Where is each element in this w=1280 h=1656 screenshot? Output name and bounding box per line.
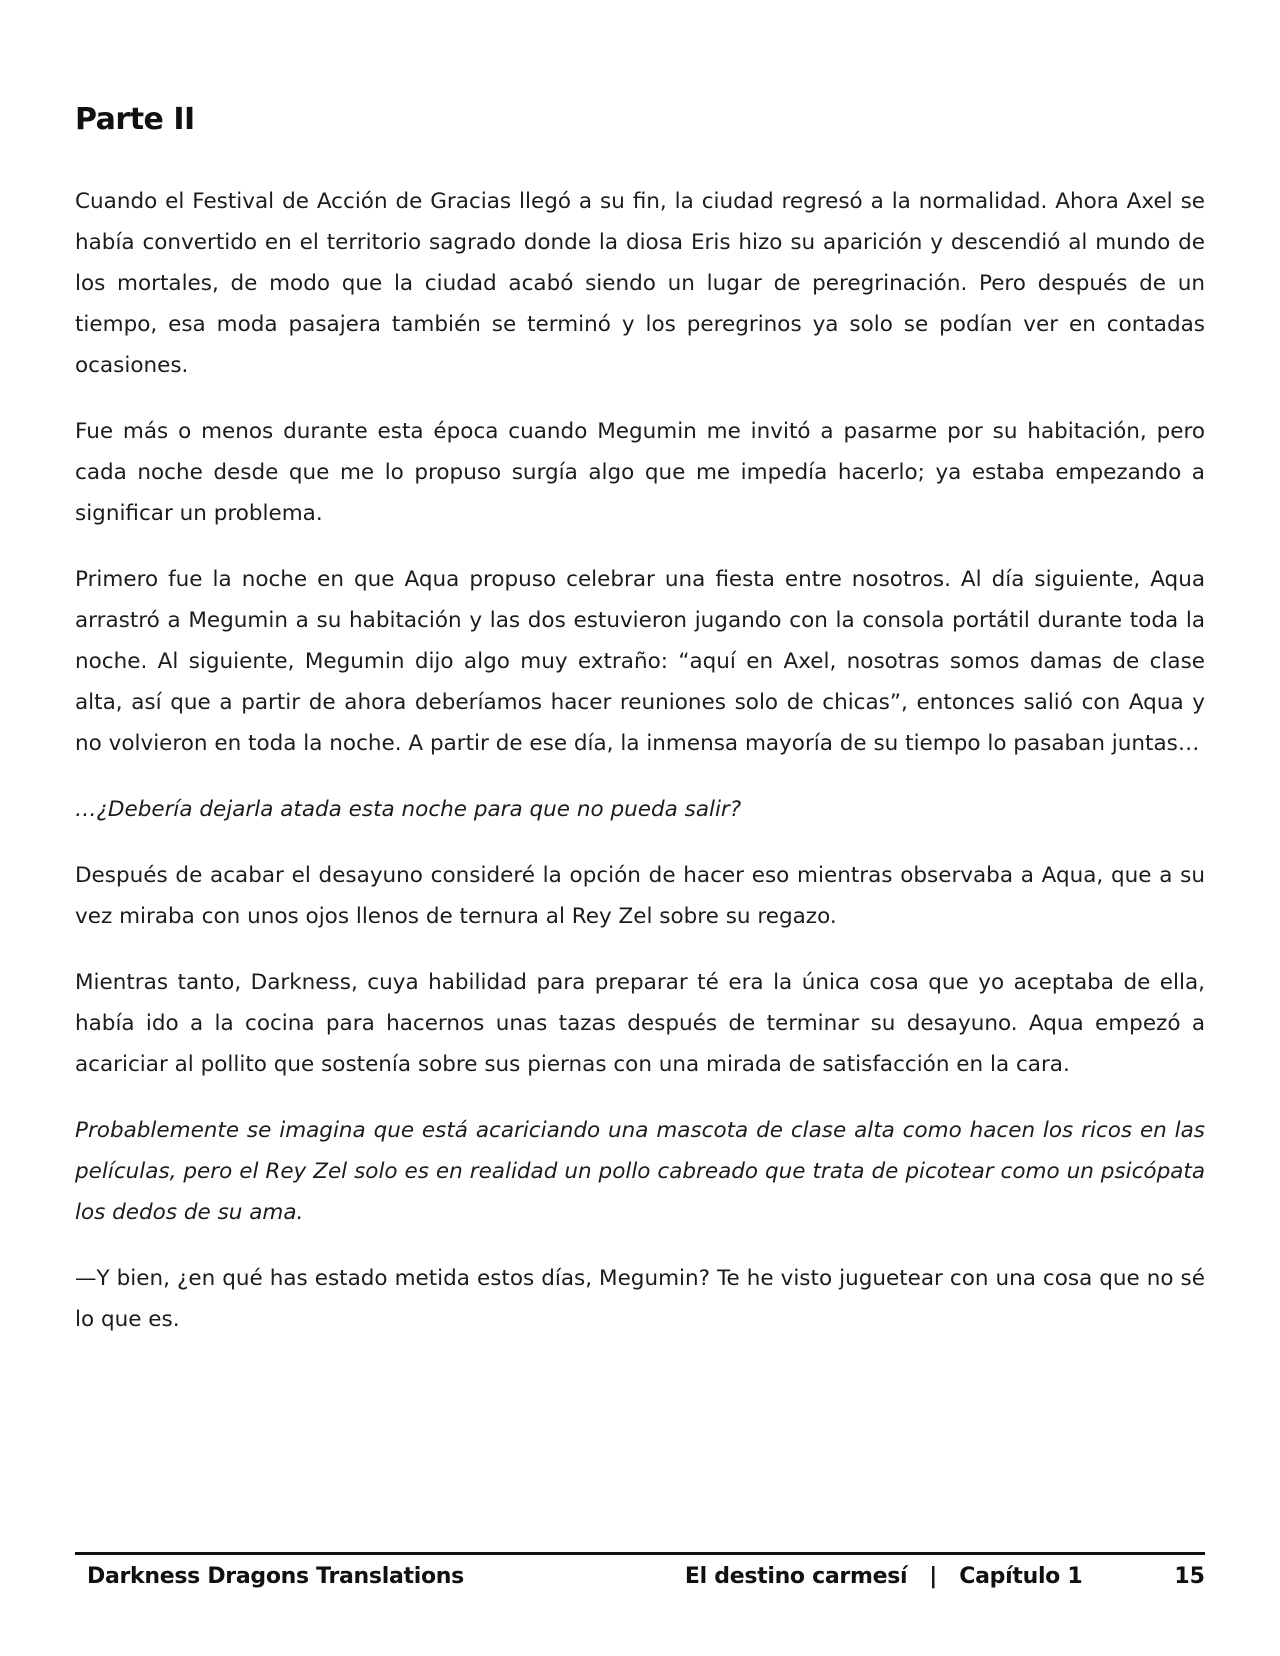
italic-paragraph: Probablemente se imagina que está acariciando una mascota de clase alta como hacen los ricos en las películas, pero el Rey Zel solo es en realidad un pollo cabreado que trata de picotear como un psicópata los dedos de su ama. (75, 1118, 1205, 1225)
paragraph: Mientras tanto, Darkness, cuya habilidad para preparar té era la única cosa que yo aceptaba de ella, había ido a la cocina para hacernos unas tazas después de terminar su desayuno. Aqua empezó a acariciar al pollito que sostenía sobre sus piernas con una mirada de satisfacción en la cara. (75, 970, 1205, 1077)
footer-publisher: Darkness Dragons Translations (87, 1564, 464, 1589)
paragraph: Después de acabar el desayuno consideré la opción de hacer eso mientras observaba a Aqua, que a su vez miraba con unos ojos llenos de ternura al Rey Zel sobre su regazo. (75, 863, 1205, 929)
document-page (75, 0, 1205, 1656)
footer-divider (75, 1552, 1205, 1555)
page-footer (75, 1564, 1205, 1596)
section-heading: Parte II (75, 102, 195, 137)
footer-book-title: El destino carmesí (684, 1564, 908, 1589)
footer-chapter: Capítulo 1 (959, 1564, 1083, 1589)
footer-separator: | (929, 1564, 938, 1589)
italic-paragraph: …¿Debería dejarla atada esta noche para que no pueda salir? (75, 797, 742, 822)
footer-right-group (685, 1564, 1205, 1589)
paragraph: Cuando el Festival de Acción de Gracias llegó a su fin, la ciudad regresó a la normalidad. Ahora Axel se había convertido en el territorio sagrado donde la diosa Eris hizo su aparición y descendió al mundo de los mortales, de modo que la ciudad acabó siendo un lugar de peregrinación. Pero después de un tiempo, esa moda pasajera también se terminó y los peregrinos ya solo se podían ver en contadas ocasiones. (75, 189, 1205, 378)
body-text (75, 181, 1205, 1365)
paragraph: Fue más o menos durante esta época cuando Megumin me invitó a pasarme por su habitación, pero cada noche desde que me lo propuso surgía algo que me impedía hacerlo; ya estaba empezando a significar un problema. (75, 419, 1205, 526)
footer-page-number: 15 (1174, 1564, 1205, 1589)
dialogue-paragraph: —Y bien, ¿en qué has estado metida estos días, Megumin? Te he visto juguetear con una cosa que no sé lo que es. (75, 1266, 1205, 1332)
paragraph: Primero fue la noche en que Aqua propuso celebrar una fiesta entre nosotros. Al día siguiente, Aqua arrastró a Megumin a su habitación y las dos estuvieron jugando con la consola portátil durante toda la noche. Al siguiente, Megumin dijo algo muy extraño: “aquí en Axel, nosotras somos damas de clase alta, así que a partir de ahora deberíamos hacer reuniones solo de chicas”, entonces salió con Aqua y no volvieron en toda la noche. A partir de ese día, la inmensa mayoría de su tiempo lo pasaban juntas… (75, 567, 1205, 756)
